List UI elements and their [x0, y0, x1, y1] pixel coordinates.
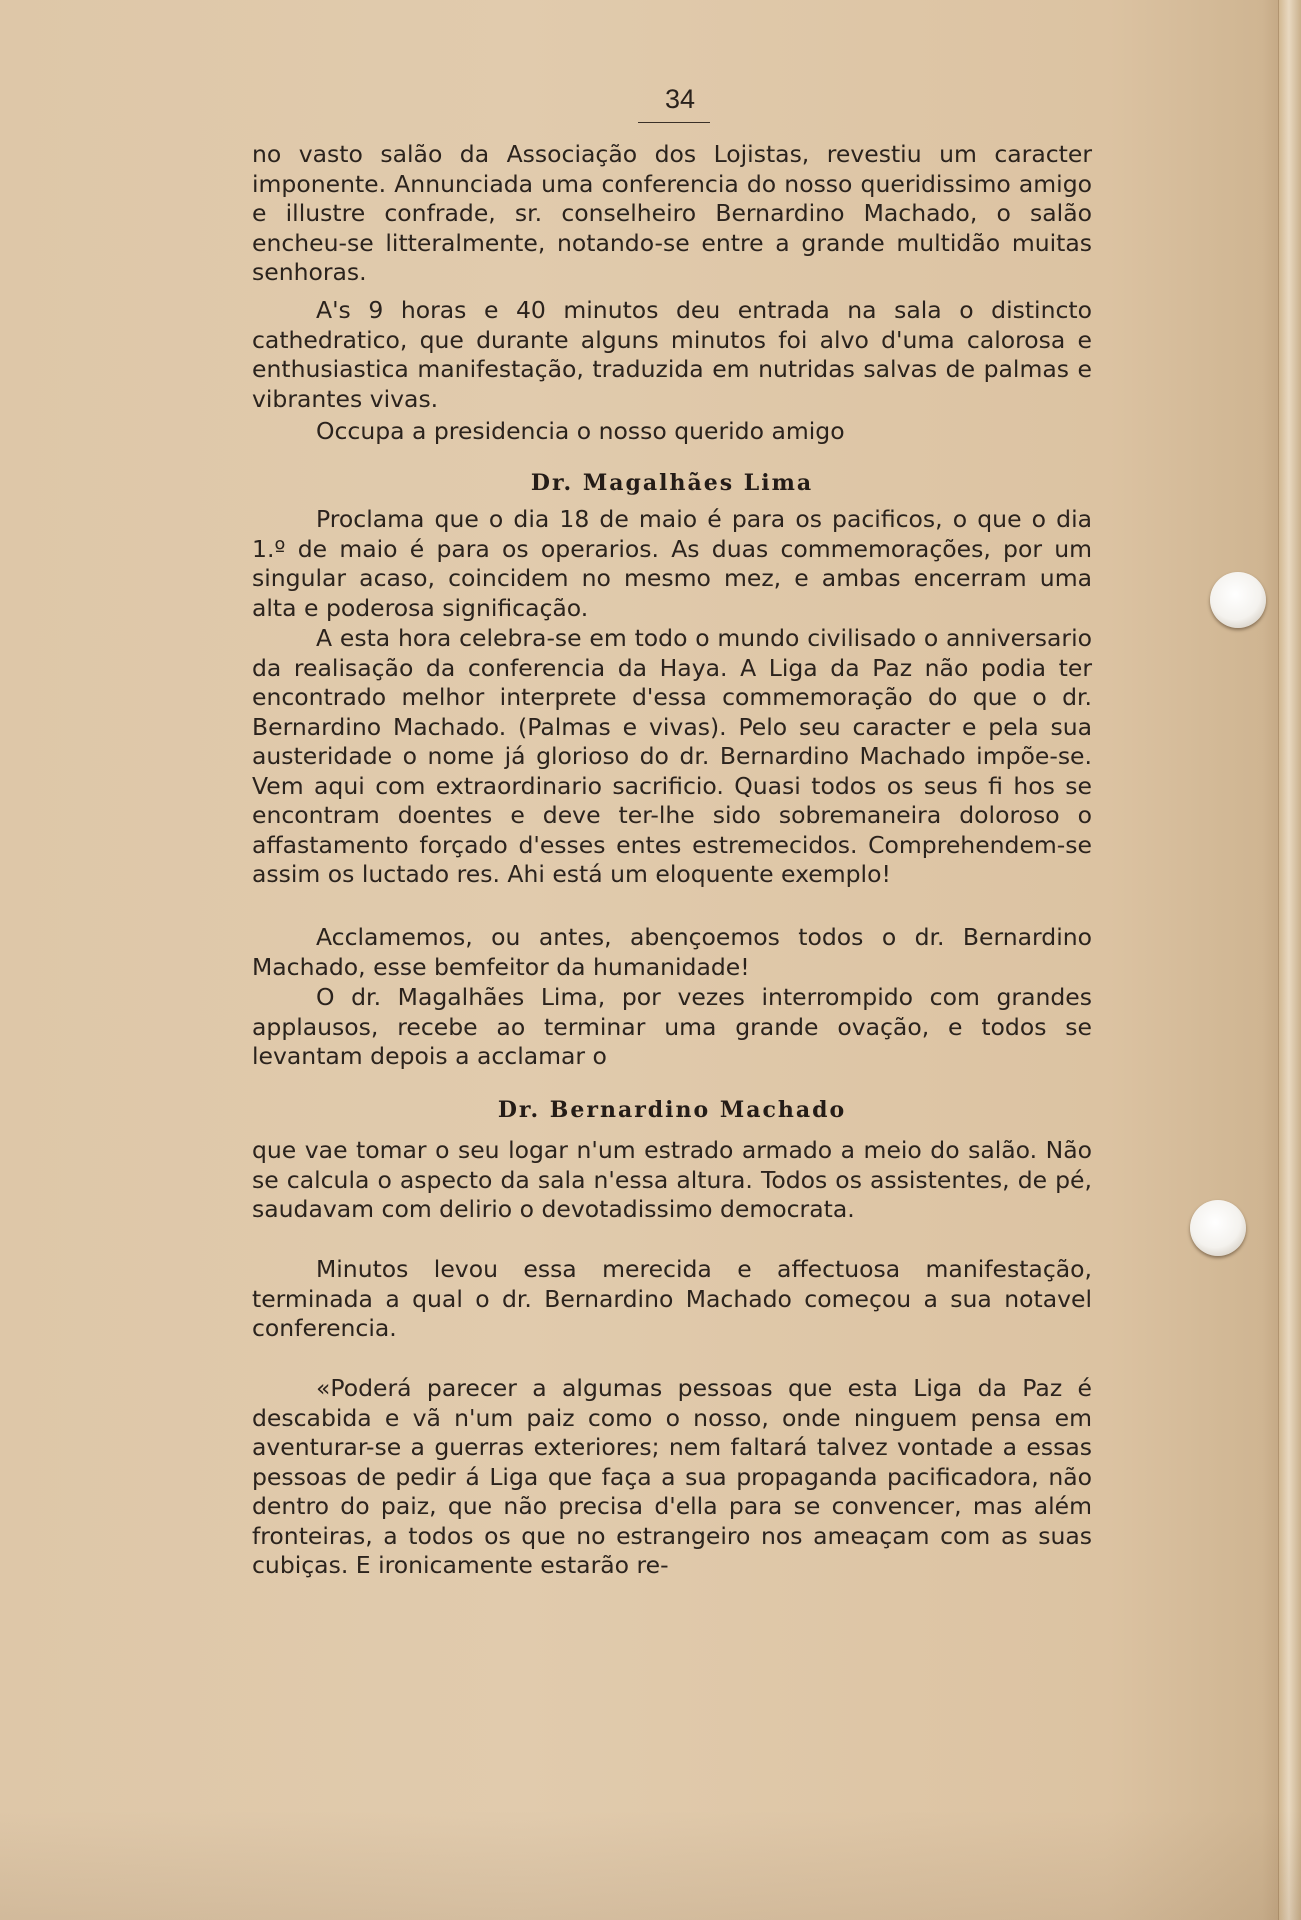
paragraph-1: no vasto salão da Associação dos Lojistas, revestiu um caracter imponente. Annunciada uma conferencia do nosso queridissimo amigo e illustre confrade, sr. conselheiro Bernardino Machado, o salão encheu-se litteralmente, notando-se entre a grande multidão muitas senhoras. — [252, 140, 1092, 286]
page-edge — [1278, 0, 1301, 1920]
paragraph-9: Minutos levou essa merecida e affectuosa manifestação, terminada a qual o dr. Bernardino Machado começou a sua notavel conferencia. — [252, 1255, 1092, 1342]
punch-hole-bottom — [1190, 1200, 1246, 1256]
paragraph-6: Acclamemos, ou antes, abençoemos todos o dr. Bernardino Machado, esse bemfeitor da humanidade! — [252, 923, 1092, 981]
heading-magalhaes-lima: Dr. Magalhães Lima — [530, 470, 814, 496]
paragraph-7: O dr. Magalhães Lima, por vezes interrompido com grandes applausos, recebe ao terminar uma grande ovação, e todos se levantam depois a acclamar o — [252, 983, 1092, 1070]
paragraph-8: que vae tomar o seu logar n'um estrado armado a meio do salão. Não se calcula o aspecto da sala n'essa altura. Todos os assistentes, de pé, saudavam com delirio o devotadissimo democrata. — [252, 1136, 1092, 1223]
page-number: 34 — [664, 84, 696, 114]
paragraph-2: A's 9 horas e 40 minutos deu entrada na sala o distincto cathedratico, que durante alguns minutos foi alvo d'uma calorosa e enthusiastica manifestação, traduzida em nutridas salvas de palmas e vibrantes vivas. — [252, 296, 1092, 413]
page-shadow — [0, 1810, 1301, 1920]
paragraph-4: Proclama que o dia 18 de maio é para os pacificos, o que o dia 1.º de maio é para os operarios. As duas commemorações, por um singular acaso, coincidem no mesmo mez, e ambas encerram uma alta e poderosa significação. — [252, 505, 1092, 622]
paragraph-3: Occupa a presidencia o nosso querido amigo — [316, 417, 845, 445]
page-number-rule — [638, 122, 710, 123]
punch-hole-top — [1210, 572, 1266, 628]
paragraph-10: «Poderá parecer a algumas pessoas que esta Liga da Paz é descabida e vã n'um paiz como o nosso, onde ninguem pensa em aventurar-se a guerras exteriores; nem faltará talvez vontade a essas pessoas de pedir á Liga que faça a sua propaganda pacificadora, não dentro do paiz, que não precisa d'ella para se convencer, mas além fronteiras, a todos os que no estrangeiro nos ameaçam com as suas cubiças. E ironicamente estarão re- — [252, 1374, 1092, 1579]
paragraph-5: A esta hora celebra-se em todo o mundo civilisado o anniversario da realisação da conferencia da Haya. A Liga da Paz não podia ter encontrado melhor interprete d'essa commemoração do que o dr. Bernardino Machado. (Palmas e vivas). Pelo seu caracter e pela sua austeridade o nome já glorioso do dr. Bernardino Machado impõe-se. Vem aqui com extraordinario sacrificio. Quasi todos os seus fi hos se encontram doentes e deve ter-lhe sido sobremaneira doloroso o affastamento forçado d'esses entes estremecidos. Comprehendem-se assim os luctado res. Ahi está um eloquente exemplo! — [252, 624, 1092, 888]
heading-bernardino-machado: Dr. Bernardino Machado — [497, 1097, 847, 1123]
